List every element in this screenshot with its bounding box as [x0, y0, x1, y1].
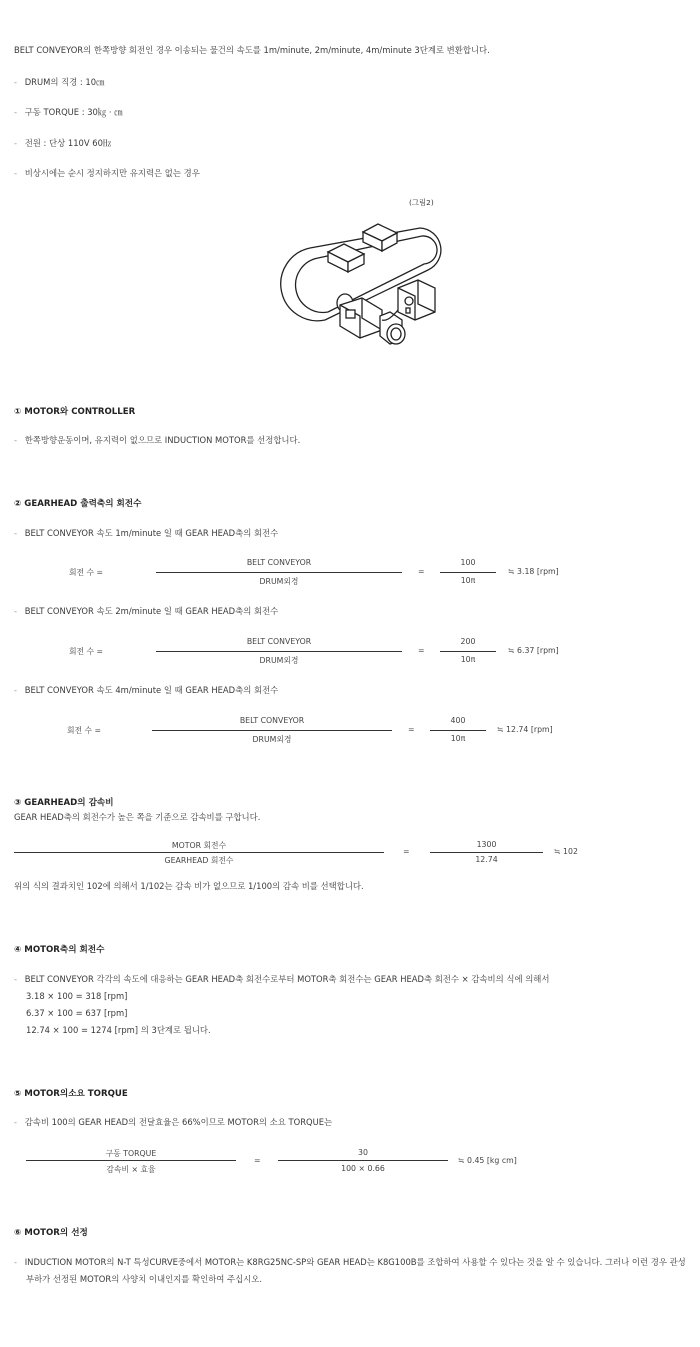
formula-denominator-value: 10π: [460, 576, 476, 585]
formula-denominator-value: 10π: [460, 655, 476, 664]
section-3-title: ③ GEARHEAD의 감속비: [14, 798, 114, 808]
section-4-text: BELT CONVEYOR 각각의 속도에 대응하는 GEAR HEAD축 회전수로부터 MOTOR축 회전수는 GEAR HEAD축 회전수 × 감속비의 식에 의해서: [24, 974, 550, 984]
belt-conveyor-illustration: [270, 210, 450, 360]
fraction-line: [430, 730, 486, 731]
intro-text: BELT CONVEYOR의 한쪽방향 회전인 경우 이송되는 물건의 속도를 1m/minute, 2m/minute, 4m/minute 3단계로 변환합니다.: [14, 45, 490, 55]
section-1-text: 한쪽방향운동이며, 유지력이 없으므로 INDUCTION MOTOR를 선정합니다.: [24, 435, 301, 445]
spec-emergency: 비상시에는 순시 정지하지만 유지력은 없는 경우: [24, 168, 200, 178]
section-2-title: ② GEARHEAD 출력축의 회전수: [14, 499, 142, 509]
list-item: [14, 77, 104, 88]
torque-denominator: 감속비 × 효율: [106, 1165, 156, 1174]
section-5-description: 감속비 100의 GEAR HEAD의 전달효율은 66%이므로 MOTOR의 소요 TORQUE는: [24, 1117, 333, 1127]
ratio-denominator-value: 12.74: [475, 855, 498, 864]
figure-caption: (그림2): [409, 198, 434, 207]
torque-denominator-value: 100 × 0.66: [341, 1164, 385, 1173]
torque-result: ≒ 0.45 [kg cm]: [458, 1156, 517, 1165]
bullet-dash: -: [14, 107, 18, 117]
equals-sign: =: [418, 567, 425, 576]
formula-description: - BELT CONVEYOR 속도 1m/minute 일 때 GEAR HEAD축의 회전수: [14, 528, 279, 538]
spec-diameter: DRUM의 직경 : 10㎝: [24, 77, 105, 87]
fraction-line: [156, 572, 402, 573]
bullet-dash: -: [14, 77, 18, 87]
formula-denominator: DRUM외경: [259, 656, 299, 665]
formula-numerator-value: 100: [460, 558, 476, 567]
formula-numerator: BELT CONVEYOR: [239, 716, 305, 725]
section-3-conclusion: 위의 식의 결과치인 102에 의해서 1/102는 감속 비가 없으므로 1/100의 감속 비를 선택합니다.: [14, 881, 364, 891]
formula-denominator: DRUM외경: [252, 735, 292, 744]
equals-sign: =: [403, 847, 410, 856]
formula-result: ≒ 3.18 [rpm]: [508, 567, 559, 576]
ratio-numerator: MOTOR 회전수: [171, 841, 227, 850]
formula-denominator-value: 10π: [450, 734, 466, 743]
ratio-numerator-value: 1300: [476, 840, 497, 849]
formula-denominator: DRUM외경: [259, 577, 299, 586]
formula-numerator: BELT CONVEYOR: [246, 558, 312, 567]
formula-lhs: 회전 수 =: [67, 726, 102, 735]
bullet-dash: -: [14, 974, 18, 984]
list-item: [14, 1257, 700, 1268]
formula-lhs: 회전 수 =: [69, 568, 104, 577]
formula-description: - BELT CONVEYOR 속도 4m/minute 일 때 GEAR HEAD축의 회전수: [14, 685, 279, 695]
bullet-dash: -: [14, 168, 18, 178]
torque-numerator-value: 30: [358, 1148, 368, 1157]
list-item: [14, 974, 549, 985]
torque-numerator: 구동 TORQUE: [105, 1149, 157, 1158]
bullet-dash: -: [14, 528, 18, 538]
formula-numerator: BELT CONVEYOR: [246, 637, 312, 646]
list-item: [14, 168, 200, 179]
bullet-dash: -: [14, 606, 18, 616]
formula-numerator-value: 400: [450, 716, 466, 725]
fraction-line: [278, 1160, 448, 1161]
ratio-result: ≒ 102: [554, 847, 578, 856]
section-5-title: ⑤ MOTOR의소요 TORQUE: [14, 1089, 128, 1099]
formula-numerator-value: 200: [460, 637, 476, 646]
equals-sign: =: [408, 725, 415, 734]
formula-lhs: 회전 수 =: [69, 647, 104, 656]
spec-power: 전원 : 단상 110V 60㎐: [24, 138, 112, 148]
section-6-text: INDUCTION MOTOR의 N-T 특성CURVE중에서 MOTOR는 K8RG25NC-SP와 GEAR HEAD는 K8G100B를 조합하여 사용할 수 있다는 것을 알 수 있습니다. 그러나 이런 경우 관성: [24, 1257, 686, 1267]
spec-torque: 구동 TORQUE : 30㎏ · ㎝: [24, 107, 123, 117]
ratio-denominator: GEARHEAD 회전수: [164, 856, 234, 865]
fraction-line: [152, 730, 392, 731]
equals-sign: =: [418, 646, 425, 655]
section-6-text-continued: 부하가 선정된 MOTOR의 사양치 이내인지를 확인하여 주십시오.: [26, 1274, 263, 1284]
bullet-dash: -: [14, 435, 18, 445]
list-item: [14, 1117, 332, 1128]
section-4-title: ④ MOTOR축의 회전수: [14, 945, 105, 955]
fraction-line: [440, 572, 496, 573]
section-3-description: GEAR HEAD축의 회전수가 높은 쪽을 기준으로 감속비를 구합니다.: [14, 812, 261, 822]
equals-sign: =: [254, 1156, 261, 1165]
calc-line: 3.18 × 100 = 318 [rpm]: [26, 991, 128, 1001]
bullet-dash: -: [14, 685, 18, 695]
bullet-dash: -: [14, 1117, 18, 1127]
section-6-title: ⑥ MOTOR의 선정: [14, 1228, 88, 1238]
fraction-line: [26, 1160, 236, 1161]
fraction-line: [14, 852, 384, 853]
list-item: [14, 107, 123, 118]
fraction-line: [430, 852, 543, 853]
calc-line: 6.37 × 100 = 637 [rpm]: [26, 1008, 128, 1018]
list-item: [14, 435, 300, 446]
list-item: [14, 138, 111, 149]
fraction-line: [440, 651, 496, 652]
calc-line: 12.74 × 100 = 1274 [rpm] 의 3단계로 됩니다.: [26, 1025, 211, 1035]
fraction-line: [156, 651, 402, 652]
section-1-title: ① MOTOR와 CONTROLLER: [14, 407, 136, 417]
bullet-dash: -: [14, 138, 18, 148]
bullet-dash: -: [14, 1257, 18, 1267]
formula-result: ≒ 6.37 [rpm]: [508, 646, 559, 655]
formula-result: ≒ 12.74 [rpm]: [497, 725, 553, 734]
formula-description: - BELT CONVEYOR 속도 2m/minute 일 때 GEAR HEAD축의 회전수: [14, 606, 279, 616]
